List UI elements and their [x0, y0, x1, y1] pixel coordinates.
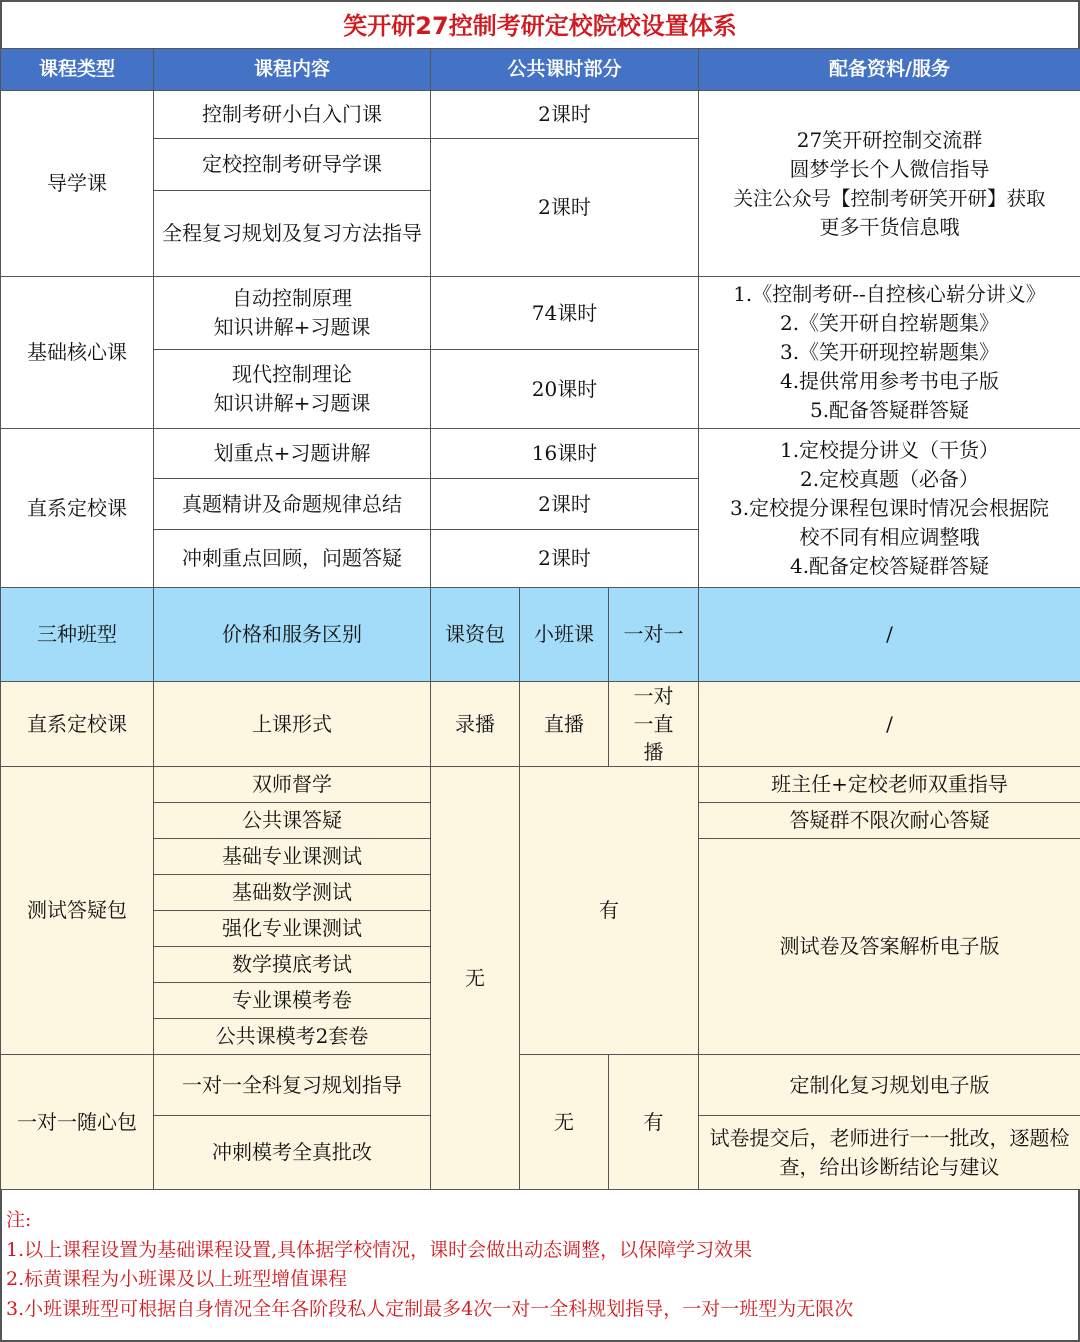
- test-item: 基础数学测试: [154, 875, 431, 911]
- format-one-on-one-live: 一对一直播: [609, 682, 699, 767]
- course-table: [0, 48, 1080, 1190]
- table-row: [1, 91, 1080, 139]
- format-recorded: 录播: [431, 682, 520, 767]
- basic-service-line: 5.配备答疑群答疑: [703, 396, 1076, 425]
- table-row: [1, 277, 1080, 350]
- header-public-hours: 公共课时部分: [431, 49, 699, 91]
- basic-content-1: [154, 277, 431, 350]
- guide-service-line: 圆梦学长个人微信指导: [703, 155, 1076, 184]
- direct-hours-2: 2课时: [431, 479, 699, 530]
- class-type-small: 小班课: [520, 588, 609, 682]
- direct-service-line: 3.定校提分课程包课时情况会根据院: [703, 494, 1076, 523]
- one-type: 一对一随心包: [1, 1055, 154, 1190]
- one-none: 无: [520, 1055, 609, 1190]
- test-item: 强化专业课测试: [154, 911, 431, 947]
- guide-service-line: 27笑开研控制交流群: [703, 126, 1076, 155]
- note-line: 1.以上课程设置为基础课程设置,具体据学校情况，课时会做出动态调整，以保障学习效果: [6, 1236, 1078, 1266]
- test-item: 基础专业课测试: [154, 839, 431, 875]
- test-service-2: 答疑群不限次耐心答疑: [699, 803, 1080, 839]
- guide-type: 导学课: [1, 91, 154, 277]
- test-has: 有: [520, 767, 699, 1055]
- basic-content-2: [154, 350, 431, 429]
- basic-content-line: 知识讲解+习题课: [158, 389, 426, 418]
- test-item: 数学摸底考试: [154, 947, 431, 983]
- guide-content-3: 全程复习规划及复习方法指导: [154, 191, 431, 277]
- direct-type: 直系定校课: [1, 429, 154, 588]
- notes-label: 注:: [6, 1206, 1078, 1236]
- format-live: 直播: [520, 682, 609, 767]
- basic-service-line: 2.《笑开研自控崭题集》: [703, 309, 1076, 338]
- header-materials-service: 配备资料/服务: [699, 49, 1080, 91]
- header-course-type: 课程类型: [1, 49, 154, 91]
- notes: [0, 1190, 1080, 1342]
- note-line: 2.标黄课程为小班课及以上班型增值课程: [6, 1265, 1078, 1295]
- test-item: 双师督学: [154, 767, 431, 803]
- direct-content-2: 真题精讲及命题规律总结: [154, 479, 431, 530]
- test-type: 测试答疑包: [1, 767, 154, 1055]
- class-type-package: 课资包: [431, 588, 520, 682]
- table-row: [1, 767, 1080, 803]
- guide-hours-1: 2课时: [431, 91, 699, 139]
- direct-hours-1: 16课时: [431, 429, 699, 479]
- table-row: [1, 1055, 1080, 1116]
- direct-content-3: 冲刺重点回顾，问题答疑: [154, 530, 431, 588]
- basic-service-line: 4.提供常用参考书电子版: [703, 367, 1076, 396]
- one-service-2: 试卷提交后，老师进行一一批改，逐题检查，给出诊断结论与建议: [699, 1116, 1080, 1190]
- format-content: 上课形式: [154, 682, 431, 767]
- basic-hours-2: 20课时: [431, 350, 699, 429]
- class-types-service: /: [699, 588, 1080, 682]
- guide-hours-2: 2课时: [431, 139, 699, 277]
- header-course-content: 课程内容: [154, 49, 431, 91]
- basic-service-line: 1.《控制考研--自控核心崭分讲义》: [703, 280, 1076, 309]
- test-service-3: 测试卷及答案解析电子版: [699, 839, 1080, 1055]
- table-row: [1, 682, 1080, 767]
- format-service: /: [699, 682, 1080, 767]
- direct-service-line: 4.配备定校答疑群答疑: [703, 552, 1076, 581]
- guide-content-2: 定校控制考研导学课: [154, 139, 431, 191]
- test-service-1: 班主任+定校老师双重指导: [699, 767, 1080, 803]
- direct-service-line: 2.定校真题（必备）: [703, 465, 1076, 494]
- test-item: 公共课答疑: [154, 803, 431, 839]
- guide-content-1: 控制考研小白入门课: [154, 91, 431, 139]
- direct-service-line: 校不同有相应调整哦: [703, 523, 1076, 552]
- class-types-label: 三种班型: [1, 588, 154, 682]
- basic-service-line: 3.《笑开研现控崭题集》: [703, 338, 1076, 367]
- direct-service: [699, 429, 1080, 588]
- note-line: 3.小班课班型可根据自身情况全年各阶段私人定制最多4次一对一全科规划指导，一对一班型为无限次: [6, 1295, 1078, 1325]
- basic-hours-1: 74课时: [431, 277, 699, 350]
- guide-service-line: 关注公众号【控制考研笑开研】获取: [703, 184, 1076, 213]
- direct-hours-3: 2课时: [431, 530, 699, 588]
- table-header-row: [1, 49, 1080, 91]
- test-item: 专业课模考卷: [154, 983, 431, 1019]
- one-item: 冲刺模考全真批改: [154, 1116, 431, 1190]
- test-item: 公共课模考2套卷: [154, 1019, 431, 1055]
- basic-content-line: 自动控制原理: [158, 284, 426, 313]
- basic-service: [699, 277, 1080, 429]
- format-type: 直系定校课: [1, 682, 154, 767]
- table-row: [1, 429, 1080, 479]
- basic-type: 基础核心课: [1, 277, 154, 429]
- one-has: 有: [609, 1055, 699, 1190]
- direct-content-1: 划重点+习题讲解: [154, 429, 431, 479]
- basic-content-line: 现代控制理论: [158, 360, 426, 389]
- class-types-content: 价格和服务区别: [154, 588, 431, 682]
- one-service-1: 定制化复习规划电子版: [699, 1055, 1080, 1116]
- guide-service: [699, 91, 1080, 277]
- table-row: [1, 588, 1080, 682]
- package-none: 无: [431, 767, 520, 1190]
- class-type-one-on-one: 一对一: [609, 588, 699, 682]
- basic-content-line: 知识讲解+习题课: [158, 313, 426, 342]
- guide-service-line: 更多干货信息哦: [703, 213, 1076, 242]
- one-item: 一对一全科复习规划指导: [154, 1055, 431, 1116]
- direct-service-line: 1.定校提分讲义（干货）: [703, 436, 1076, 465]
- page-title: 笑开研27控制考研定校院校设置体系: [0, 0, 1080, 48]
